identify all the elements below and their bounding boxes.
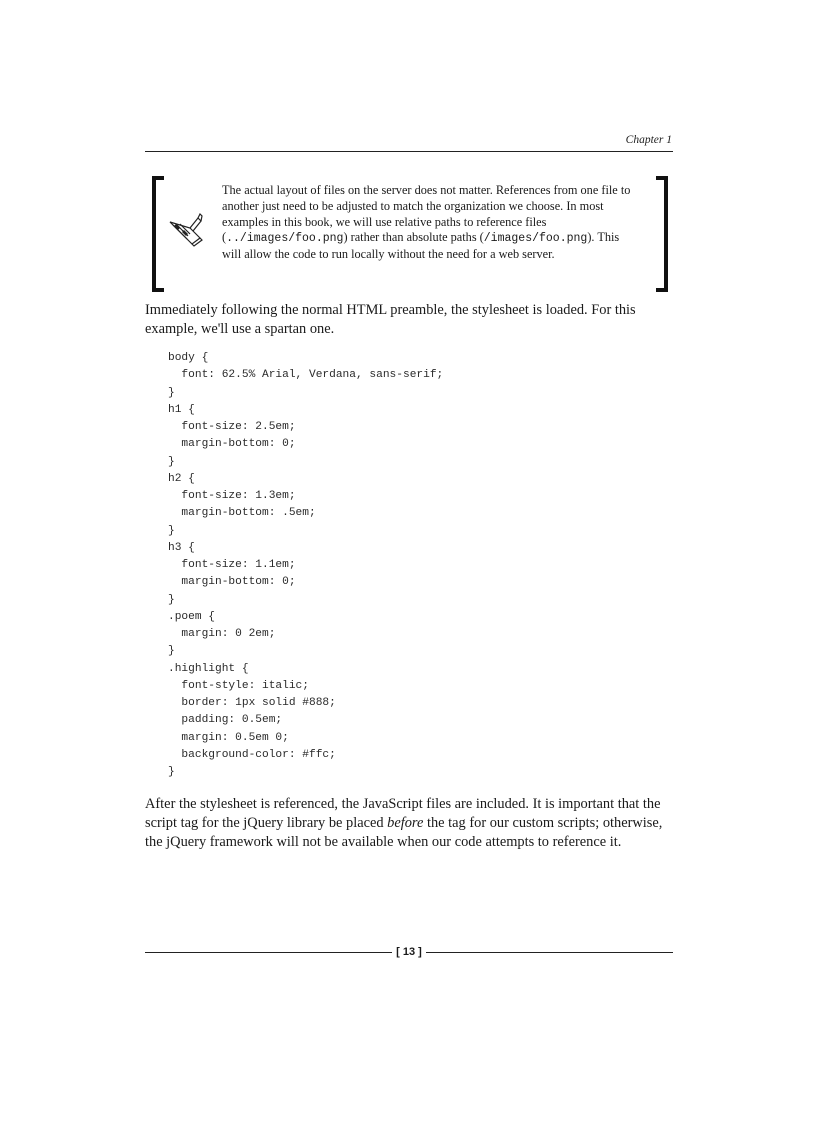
relative-path-code: ../images/foo.png xyxy=(226,232,344,246)
absolute-path-code: /images/foo.png xyxy=(483,232,588,246)
left-bracket xyxy=(152,176,164,292)
footer-rule-right xyxy=(426,952,673,953)
chapter-label: Chapter 1 xyxy=(625,134,672,146)
header-rule xyxy=(145,151,673,152)
closing-paragraph: After the stylesheet is referenced, the JavaScript files are included. It is important that the script tag for the jQuery library be placed before the tag for our custom scripts; otherwise, the jQuery framework will not be available when our code attempts to reference it. xyxy=(145,796,663,850)
css-code-listing: body { font: 62.5% Arial, Verdana, sans-serif; } h1 { font-size: 2.5em; margin-bottom: 0; } h2 { font-size: 1.3em; margin-bottom: .5em; } h3 { font-size: 1.1em; margin-bottom: 0; } .poem { margin: 0 2em; } .highlight { font-style: italic; border: 1px solid #888; padding: 0.5em; margin: 0.5em 0; background-color: #ffc; } xyxy=(168,352,444,778)
note-callout xyxy=(152,176,668,286)
right-bracket xyxy=(656,176,668,292)
emphasis-before: before xyxy=(387,815,424,831)
note-text: The actual layout of files on the server does not matter. References from one file to another just need to be adjusted to match the organization we choose. In most examples in this book, we will use relative paths to reference files (../images/foo.png) rather than absolute paths (/images/foo.png). This will allow the code to run locally without the need for a web server. xyxy=(222,183,631,262)
page-footer xyxy=(145,944,673,960)
intro-paragraph: Immediately following the normal HTML preamble, the stylesheet is loaded. For this example, we'll use a spartan one. xyxy=(145,302,636,337)
page-number: [ 13 ] xyxy=(396,946,422,958)
note-pencil-icon xyxy=(166,210,206,250)
